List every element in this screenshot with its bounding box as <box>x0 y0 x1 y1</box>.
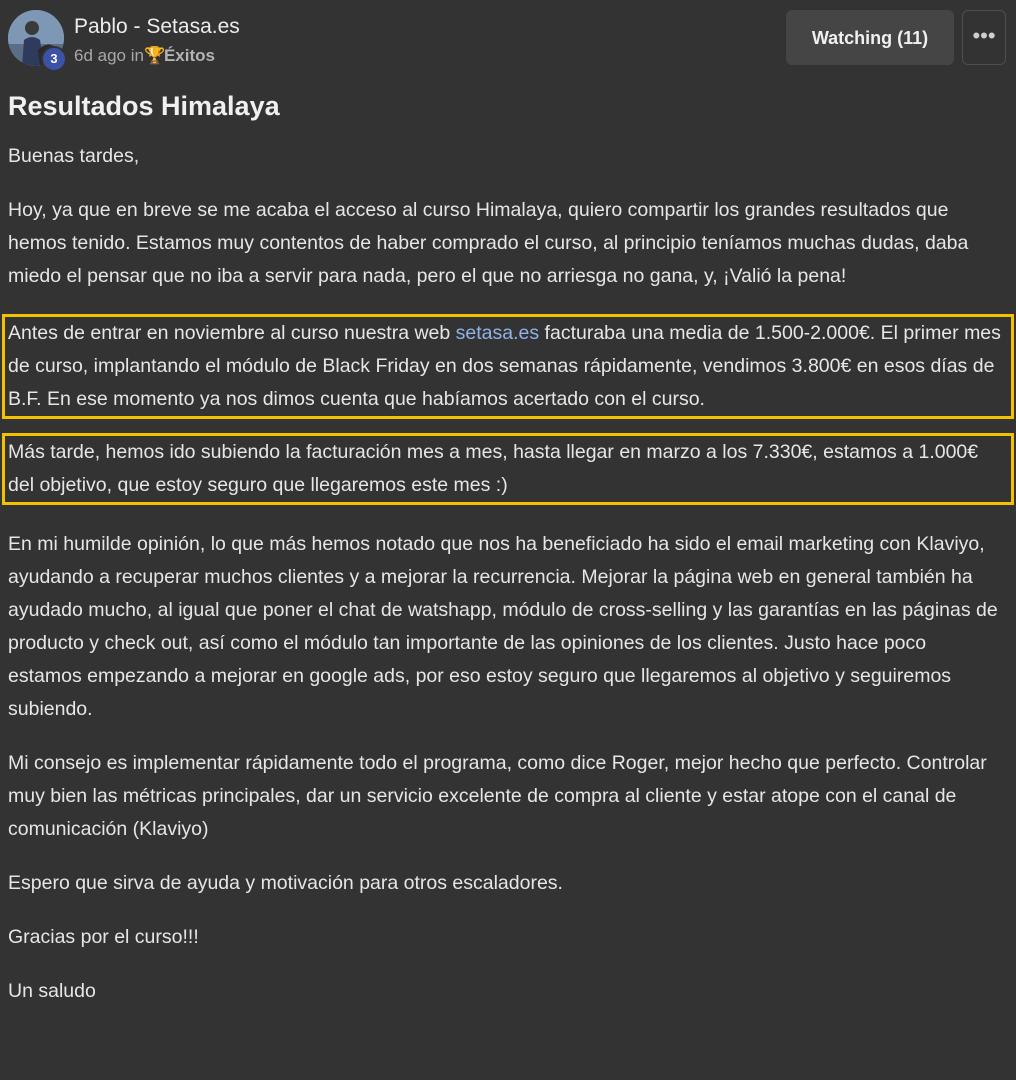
paragraph-opinion: En mi humilde opinión, lo que más hemos notado que nos ha beneficiado ha sido el email marketing con Klaviyo, ayudando a recuperar muchos clientes y a mejorar la recurrencia. Mejorar la página web en general también ha ayudado mucho, al igual que poner el chat de watshapp, módulo de cross-selling y las garantías en las páginas de producto y check out, así como el módulo tan importante de las opiniones de los clientes. Justo hace poco estamos empezando a mejorar en google ads, por eso estoy seguro que llegaremos al objetivo y seguiremos subiendo. <box>8 533 998 720</box>
paragraph-growth: Más tarde, hemos ido subiendo la facturación mes a mes, hasta llegar en marzo a los 7.330€, estamos a 1.000€ del objetivo, que estoy seguro que llegaremos este mes :) <box>8 441 979 496</box>
setasa-link[interactable]: setasa.es <box>455 322 540 344</box>
author-name[interactable]: Pablo - Setasa.es <box>74 15 240 38</box>
paragraph-intro: Hoy, ya que en breve se me acaba el acceso al curso Himalaya, quiero compartir los grandes resultados que hemos tenido. Estamos muy contentos de haber comprado el curso, al principio teníamos muchas dudas, daba miedo el pensar que no iba a servir para nada, pero el que no arriesga no gana, y, ¡Valió la pena! <box>8 199 969 287</box>
paragraph-hope: Espero que sirva de ayuda y motivación para otros escaladores. <box>8 872 563 894</box>
watching-button[interactable]: Watching (11) <box>786 10 954 65</box>
in-label: in <box>130 46 144 65</box>
highlight-box-1 <box>2 314 1014 419</box>
author-avatar[interactable] <box>8 10 64 66</box>
post-title: Resultados Himalaya <box>8 91 280 121</box>
highlight-box-2 <box>2 433 1014 505</box>
paragraph-before-course <box>8 317 1005 416</box>
post-time: 6d ago <box>74 46 126 65</box>
text-after-link: facturaba una media de 1.500-2.000€. El primer mes de curso, implantando el módulo de Black Friday en dos semanas rápidamente, vendimos 3.800€ en esos días de B.F. En ese momento ya nos dimos cuenta que habíamos acertado con el curso. <box>8 322 1001 410</box>
more-horizontal-icon: ••• <box>972 23 996 48</box>
paragraph-signoff: Un saludo <box>8 980 96 1002</box>
level-badge: 3 <box>41 46 67 72</box>
post-header <box>0 0 1016 80</box>
post-body <box>8 140 1004 1029</box>
paragraph-greeting: Buenas tardes, <box>8 145 140 167</box>
more-options-button[interactable] <box>962 10 1006 65</box>
category-link[interactable]: Éxitos <box>163 46 215 65</box>
paragraph-thanks: Gracias por el curso!!! <box>8 926 199 948</box>
post-meta <box>74 45 215 67</box>
text-before-link: Antes de entrar en noviembre al curso nuestra web <box>8 322 456 344</box>
trophy-icon: 🏆 <box>143 46 166 65</box>
paragraph-advice: Mi consejo es implementar rápidamente todo el programa, como dice Roger, mejor hecho que perfecto. Controlar muy bien las métricas principales, dar un servicio excelente de compra al cliente y estar atope con el canal de comunicación (Klaviyo) <box>8 752 987 840</box>
